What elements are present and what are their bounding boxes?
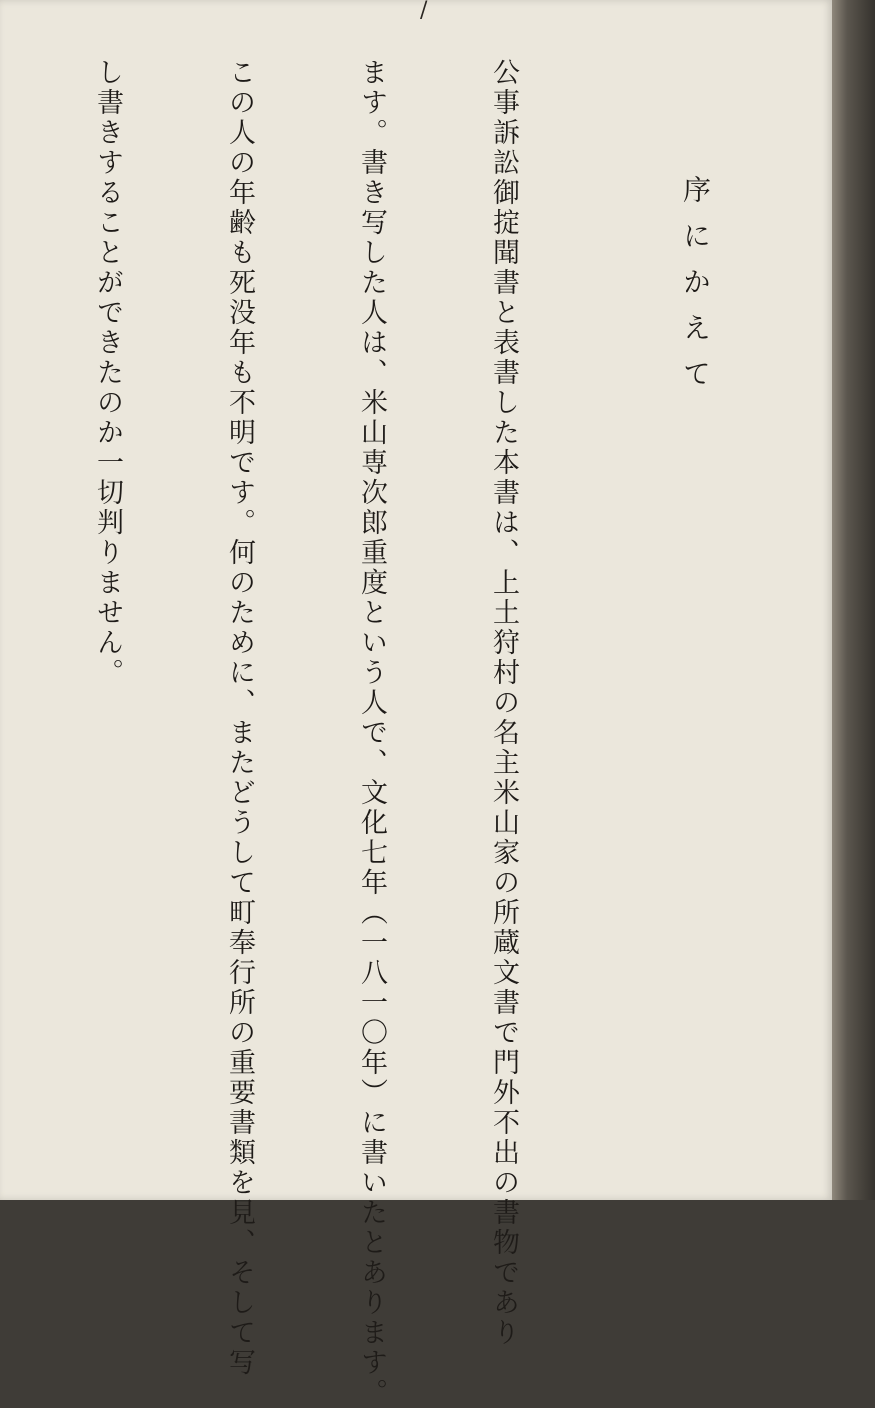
manuscript-body [70,40,805,1408]
text-line-3: この人の年齢も死没年も不明です。何のために、またどうして町奉行所の重要書類を見、そして写 [224,58,255,1378]
section-title: 序にかえて [679,175,712,405]
page-mark: / [420,0,428,23]
book-binding-edge [832,0,875,1200]
text-line-1: 公事訴訟御掟聞書と表書した本書は、上土狩村の名主米山家の所蔵文書で門外不出の書物であり [488,58,519,1348]
text-line-2: ます。書き写した人は、米山専次郎重度という人で、文化七年（一八一〇年）に書いたとあります。 [356,58,387,1408]
text-line-4: し書きすることができたのか一切判りません。 [92,58,123,688]
